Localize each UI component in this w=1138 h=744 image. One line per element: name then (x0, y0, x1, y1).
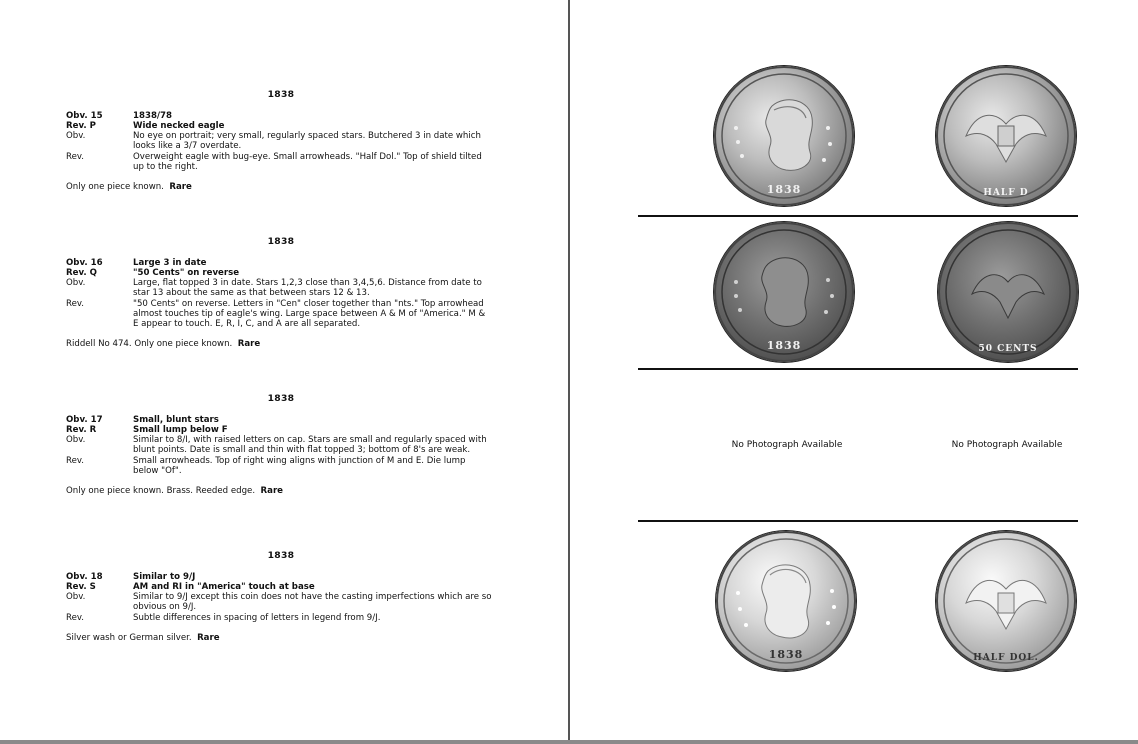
note-text: Silver wash or German silver. (66, 633, 192, 643)
eagle-icon (936, 66, 1076, 206)
coin-obverse-photo (714, 66, 854, 206)
coin-date: 1838 (766, 339, 802, 352)
eagle-icon (936, 531, 1076, 671)
obv-desc-label: Obv. (66, 278, 86, 288)
rev-desc-text: "50 Cents" on reverse. Letters in "Cen" closer together than "nts." Top arrowhead almost touches tip of eagle's wing. Large space between A & M of "America." M & E appear to touch. E, R, I, C, and A are all separated. (133, 299, 486, 330)
rev-desc-label: Rev. (66, 613, 85, 623)
entry-note (66, 486, 496, 496)
rev-desc-label: Rev. (66, 152, 85, 162)
entry-year: 1838 (267, 236, 295, 247)
rarity-label: Rare (260, 486, 284, 496)
rev-desc-text: Subtle differences in spacing of letters in legend from 9/J. (133, 613, 381, 623)
obv-desc-text: Similar to 9/J except this coin does not have the casting imperfections which are so obvious on 9/J. (133, 592, 492, 613)
entry-note (66, 633, 496, 643)
entry-note (66, 182, 496, 192)
obv-desc-text: Large, flat topped 3 in date. Stars 1,2,3 close than 3,4,5,6. Distance from date to star 13 about the same as that between stars 12 & 13. (133, 278, 482, 299)
obv-label: Obv. 16 (66, 258, 103, 268)
no-photo-obverse: No Photograph Available (731, 440, 843, 450)
note-text: Only one piece known. Brass. Reeded edge. (66, 486, 256, 496)
obv-label: Obv. 18 (66, 572, 103, 582)
note-text: Only one piece known. (66, 182, 164, 192)
rev-label: Rev. S (66, 582, 96, 592)
note-text: Riddell No 474. Only one piece known. (66, 339, 233, 349)
page-divider (568, 0, 570, 742)
no-photo-reverse: No Photograph Available (951, 440, 1063, 450)
left-page (0, 0, 568, 740)
rev-title: AM and RI in "America" touch at base (133, 582, 315, 592)
rev-desc-text: Overweight eagle with bug-eye. Small arrowheads. "Half Dol." Top of shield tilted up to the right. (133, 152, 482, 173)
entry-note (66, 339, 496, 349)
coin-legend: 50 CENTS (978, 344, 1038, 354)
obv-desc-text: No eye on portrait; very small, regularly spaced stars. Butchered 3 in date which looks like a 3/7 overdate. (133, 131, 481, 152)
rarity-label: Rare (237, 339, 261, 349)
obv-desc-label: Obv. (66, 435, 86, 445)
coin-reverse-photo (938, 222, 1078, 362)
entry-year: 1838 (267, 89, 295, 100)
bottom-scrollbar-track[interactable] (0, 740, 1138, 744)
rev-title: Wide necked eagle (133, 121, 225, 131)
eagle-icon (938, 222, 1078, 362)
rev-label: Rev. R (66, 425, 97, 435)
obv-desc-text: Similar to 8/I, with raised letters on cap. Stars are small and regularly spaced with blunt points. Date is small and thin with flat topped 3; bottom of 8's are weak. (133, 435, 487, 456)
coin-legend: HALF D (983, 188, 1029, 198)
rev-title: "50 Cents" on reverse (133, 268, 240, 278)
coin-obverse-photo (714, 222, 854, 362)
obv-title: Similar to 9/J (133, 572, 196, 582)
coin-legend: HALF DOL. (973, 653, 1039, 663)
entry-year: 1838 (267, 550, 295, 561)
rev-desc-label: Rev. (66, 456, 85, 466)
rev-title: Small lump below F (133, 425, 228, 435)
obv-desc-label: Obv. (66, 131, 86, 141)
obv-title: Large 3 in date (133, 258, 207, 268)
rarity-label: Rare (169, 182, 192, 192)
coin-obverse-photo (716, 531, 856, 671)
obv-label: Obv. 17 (66, 415, 103, 425)
obv-desc-label: Obv. (66, 592, 86, 602)
rarity-label: Rare (197, 633, 220, 643)
entry-year: 1838 (267, 393, 295, 404)
coin-date: 1838 (768, 648, 804, 661)
obv-title: Small, blunt stars (133, 415, 219, 425)
rev-desc-text: Small arrowheads. Top of right wing aligns with junction of M and E. Die lump below "Of". (133, 456, 466, 477)
rev-desc-label: Rev. (66, 299, 85, 309)
rev-label: Rev. P (66, 121, 96, 131)
coin-reverse-photo (936, 531, 1076, 671)
obv-label: Obv. 15 (66, 111, 103, 121)
photo-separator (638, 368, 1078, 370)
rev-label: Rev. Q (66, 268, 97, 278)
coin-reverse-photo (936, 66, 1076, 206)
coin-date: 1838 (766, 183, 802, 196)
obv-title: 1838/78 (133, 111, 173, 121)
photo-separator (638, 520, 1078, 522)
photo-separator (638, 215, 1078, 217)
